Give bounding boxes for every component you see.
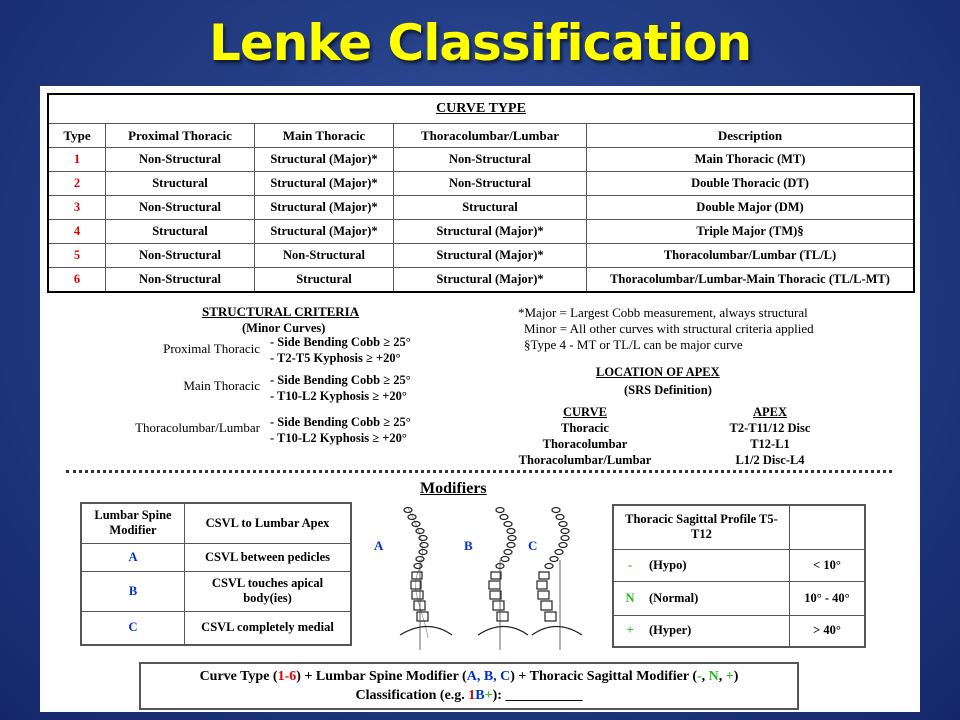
- thoracolumbar-cell: Structural (Major)*: [394, 244, 587, 268]
- table-row: [81, 503, 351, 543]
- note-major: *Major = Largest Cobb measurement, always structural: [518, 305, 808, 320]
- table-row: [81, 571, 351, 611]
- sagittal-range: > 40°: [789, 615, 865, 647]
- type-number: 1: [48, 148, 106, 172]
- sagittal-range: < 10°: [789, 549, 865, 581]
- table-row: [613, 505, 865, 549]
- type-number: 6: [48, 268, 106, 293]
- dotted-divider: [66, 470, 892, 473]
- formula-text: Curve Type (: [199, 669, 278, 684]
- header-thoracolumbar-lumbar: Thoracolumbar/Lumbar: [394, 124, 587, 148]
- type-number: 2: [48, 172, 106, 196]
- header-description: Description: [587, 124, 915, 148]
- formula-text: ,: [701, 669, 709, 684]
- lumbar-text: CSVL between pedicles: [185, 543, 352, 571]
- formula-example-sagittal: +: [484, 688, 493, 703]
- apex-value-cell: L1/2 Disc-L4: [735, 453, 805, 467]
- proximal-thoracic-cell: Structural: [106, 172, 255, 196]
- proximal-thoracic-cell: Non-Structural: [106, 268, 255, 293]
- proximal-thoracic-cell: Non-Structural: [106, 196, 255, 220]
- table-row: [613, 549, 865, 581]
- spine-illustrations: [360, 500, 600, 650]
- type-number: 4: [48, 220, 106, 244]
- description-cell: Thoracolumbar/Lumbar (TL/L): [587, 244, 915, 268]
- apex-subtitle: (SRS Definition): [624, 383, 712, 397]
- criteria-label-thoracolumbar: Thoracolumbar/Lumbar: [135, 420, 260, 435]
- table-row: [613, 581, 865, 615]
- proximal-thoracic-cell: Structural: [106, 220, 255, 244]
- lumbar-code: B: [81, 571, 185, 611]
- formula-sagittal-normal: N: [708, 669, 719, 684]
- header-proximal-thoracic: Proximal Thoracic: [106, 124, 255, 148]
- header-main-thoracic: Main Thoracic: [255, 124, 394, 148]
- formula-text: ): [733, 669, 739, 684]
- formula-lumbar-range: A, B, C: [466, 669, 511, 684]
- thoracic-header-right: [789, 505, 865, 549]
- thoracolumbar-cell: Structural: [394, 196, 587, 220]
- table-row: [48, 268, 914, 293]
- formula-text: ,: [718, 669, 726, 684]
- curve-type-header-row: [48, 124, 914, 148]
- main-thoracic-cell: Non-Structural: [255, 244, 394, 268]
- type-number: 3: [48, 196, 106, 220]
- table-row: [81, 543, 351, 571]
- description-cell: Double Thoracic (DT): [587, 172, 915, 196]
- table-row: [81, 611, 351, 645]
- sagittal-label: (Hyper): [646, 615, 789, 647]
- apex-header: APEX: [752, 405, 788, 419]
- criteria-line: - Side Bending Cobb ≥ 25°: [270, 335, 411, 349]
- spine-b-illustration: [478, 508, 528, 651]
- apex-value-cell: T2-T11/12 Disc: [729, 421, 811, 435]
- curve-type-banner-text: CURVE TYPE: [436, 101, 526, 116]
- lumbar-header-left: Lumbar Spine Modifier: [81, 503, 185, 543]
- main-thoracic-cell: Structural (Major)*: [255, 148, 394, 172]
- sagittal-label: (Hypo): [646, 549, 789, 581]
- criteria-label-main: Main Thoracic: [183, 378, 260, 393]
- apex-curve-cell: Thoracolumbar: [542, 437, 628, 451]
- modifiers-title: Modifiers: [420, 480, 487, 497]
- table-row: [48, 196, 914, 220]
- formula-line-1: [141, 664, 797, 686]
- criteria-line: - T10-L2 Kyphosis ≥ +20°: [270, 389, 407, 403]
- lumbar-header-right: CSVL to Lumbar Apex: [185, 503, 352, 543]
- type-number: 5: [48, 244, 106, 268]
- spine-label-c: C: [528, 538, 538, 553]
- table-row: [613, 615, 865, 647]
- thoracic-sagittal-table: [612, 504, 866, 648]
- note-minor: Minor = All other curves with structural criteria applied: [524, 321, 814, 336]
- table-row: [48, 244, 914, 268]
- structural-criteria-subtitle: (Minor Curves): [242, 321, 326, 335]
- spine-label-a: A: [374, 538, 384, 553]
- sagittal-symbol: +: [613, 615, 646, 647]
- main-thoracic-cell: Structural (Major)*: [255, 220, 394, 244]
- thoracolumbar-cell: Structural (Major)*: [394, 220, 587, 244]
- apex-title: LOCATION OF APEX: [596, 365, 720, 379]
- thoracic-header-left: Thoracic Sagittal Profile T5-T12: [613, 505, 789, 549]
- thoracolumbar-cell: Non-Structural: [394, 172, 587, 196]
- sagittal-range: 10° - 40°: [789, 581, 865, 615]
- lumbar-code: A: [81, 543, 185, 571]
- formula-text: Classification (e.g.: [355, 688, 469, 703]
- spine-c-illustration: [532, 508, 582, 651]
- sagittal-symbol: N: [613, 581, 646, 615]
- description-cell: Triple Major (TM)§: [587, 220, 915, 244]
- formula-curve-range: 1-6: [277, 669, 297, 684]
- spine-drawing: [360, 500, 600, 650]
- lumbar-modifier-table: [80, 502, 352, 646]
- curve-type-banner-row: [48, 94, 914, 124]
- criteria-line: - T10-L2 Kyphosis ≥ +20°: [270, 431, 407, 445]
- spine-a-illustration: [400, 508, 452, 651]
- description-cell: Double Major (DM): [587, 196, 915, 220]
- criteria-line: - Side Bending Cobb ≥ 25°: [270, 415, 411, 429]
- thoracolumbar-cell: Non-Structural: [394, 148, 587, 172]
- lumbar-text: CSVL touches apical body(ies): [185, 571, 352, 611]
- formula-sagittal-hypo: -: [696, 669, 702, 684]
- formula-line-2: [141, 686, 797, 705]
- criteria-line: - T2-T5 Kyphosis ≥ +20°: [270, 351, 401, 365]
- spine-label-b: B: [464, 538, 473, 553]
- table-row: [48, 220, 914, 244]
- note-type4: §Type 4 - MT or TL/L can be major curve: [524, 337, 743, 352]
- criteria-line: - Side Bending Cobb ≥ 25°: [270, 373, 411, 387]
- description-cell: Thoracolumbar/Lumbar-Main Thoracic (TL/L-MT): [587, 268, 915, 293]
- formula-sagittal-hyper: +: [725, 669, 734, 684]
- curve-type-table: [47, 93, 915, 293]
- apex-value-cell: T12-L1: [750, 437, 790, 451]
- criteria-label-proximal: Proximal Thoracic: [163, 341, 260, 356]
- thoracolumbar-cell: Structural (Major)*: [394, 268, 587, 293]
- proximal-thoracic-cell: Non-Structural: [106, 244, 255, 268]
- table-row: [48, 172, 914, 196]
- formula-example-lumbar: B: [475, 688, 485, 703]
- formula-text: ) + Lumbar Spine Modifier (: [296, 669, 467, 684]
- sagittal-label: (Normal): [646, 581, 789, 615]
- formula-example-type: 1: [468, 688, 476, 703]
- main-thoracic-cell: Structural: [255, 268, 394, 293]
- lumbar-text: CSVL completely medial: [185, 611, 352, 645]
- proximal-thoracic-cell: Non-Structural: [106, 148, 255, 172]
- description-cell: Main Thoracic (MT): [587, 148, 915, 172]
- apex-curve-cell: Thoracolumbar/Lumbar: [518, 453, 652, 467]
- classification-panel: [40, 86, 920, 712]
- main-thoracic-cell: Structural (Major)*: [255, 196, 394, 220]
- main-thoracic-cell: Structural (Major)*: [255, 172, 394, 196]
- classification-formula-box: [139, 662, 799, 710]
- curve-type-banner: [48, 94, 914, 124]
- table-row: [48, 148, 914, 172]
- sagittal-symbol: -: [613, 549, 646, 581]
- lumbar-code: C: [81, 611, 185, 645]
- apex-curve-cell: Thoracic: [561, 421, 609, 435]
- structural-criteria-title: STRUCTURAL CRITERIA: [202, 304, 360, 319]
- formula-text: ) + Thoracic Sagittal Modifier (: [510, 669, 697, 684]
- header-type: Type: [48, 124, 106, 148]
- apex-curve-header: CURVE: [562, 405, 607, 419]
- formula-text: ): ___________: [492, 688, 583, 703]
- slide-title: Lenke Classification: [208, 14, 752, 72]
